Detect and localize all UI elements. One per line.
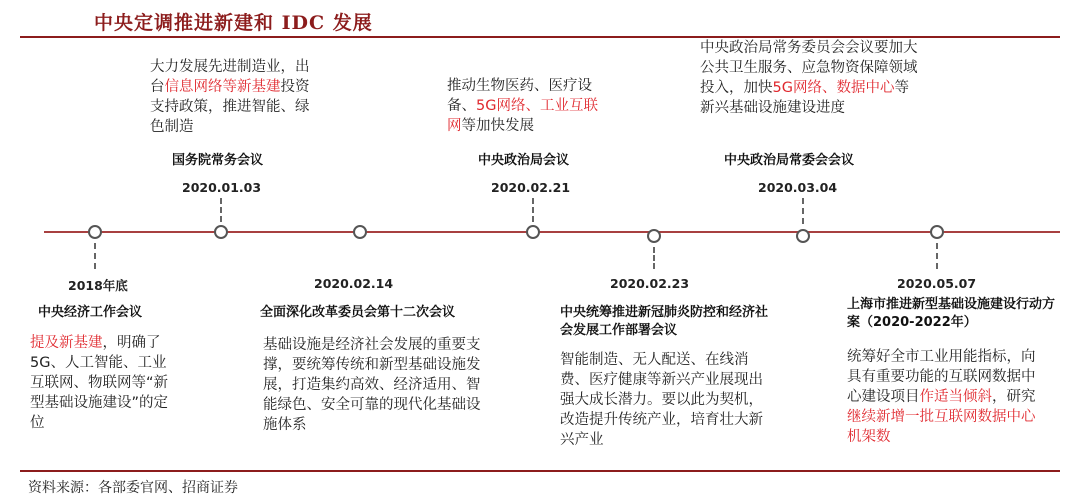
description-text: 基础设施是经济社会发展的重要支撑，要统筹传统和新型基础设施发展，打造集约高效、经济适用、智能绿色、安全可靠的现代化基础设施体系 [263, 337, 481, 433]
description-text: 中央政治局常务委员会会议要加大公共卫生服务、应急物资保障领域投入，加快 [700, 40, 918, 96]
event-date: 2020.02.14 [314, 276, 394, 291]
event-meeting: 中央统筹推进新冠肺炎防控和经济社会发展工作部署会议 [560, 305, 769, 338]
description-text: 等加快发展 [461, 118, 534, 134]
event-description [30, 333, 170, 433]
timeline-node [930, 225, 944, 239]
event-description [447, 76, 605, 136]
event-description [560, 350, 765, 450]
connector-line [220, 198, 222, 222]
timeline-node [88, 225, 102, 239]
highlighted-text: 作适当倾斜 [919, 389, 992, 405]
event-date: 2020.05.07 [897, 276, 977, 291]
timeline-node [353, 225, 367, 239]
event-description [150, 57, 320, 137]
highlighted-text: 提及新基建 [30, 335, 103, 351]
timeline-axis [44, 231, 1060, 233]
event-date: 2020.03.04 [758, 180, 838, 195]
connector-line [532, 198, 534, 222]
highlighted-text: 继续新增一批互联网数据中心机架数 [847, 409, 1036, 445]
description-text: ，明确了5G、人工智能、工业互联网、物联网等“新型基础设施建设”的定位 [30, 335, 169, 431]
bottom-divider [20, 470, 1060, 472]
event-date: 2020.01.03 [182, 180, 262, 195]
description-text: 投资支持政策，推进智能、绿色制造 [150, 79, 310, 135]
event-description [700, 38, 920, 118]
event-meeting: 上海市推进新型基础设施建设行动方案（2020-2022年） [847, 297, 1056, 330]
highlighted-text: 信息网络等新基建 [164, 79, 281, 95]
description-text: ，研究 [992, 389, 1036, 405]
page-title: 中央定调推进新建和 IDC 发展 [94, 12, 373, 34]
highlighted-text: 5G网络、数据中心 [772, 80, 895, 96]
highlighted-text: 5G网络、工业互联网 [447, 98, 598, 134]
event-meeting: 中央政治局常委会会议 [724, 153, 855, 168]
event-meeting: 国务院常务会议 [172, 153, 264, 168]
event-meeting: 中央经济工作会议 [38, 305, 143, 320]
description-text: 推动生物医药、医疗设备、 [447, 78, 592, 114]
connector-line [936, 243, 938, 269]
event-date: 2020.02.21 [491, 180, 571, 195]
event-meeting: 中央政治局会议 [478, 153, 570, 168]
connector-line [94, 243, 96, 269]
timeline-node [796, 229, 810, 243]
description-text: 智能制造、无人配送、在线消费、医疗健康等新兴产业展现出强大成长潜力。要以此为契机，改造提升传统产业，培育壮大新兴产业 [560, 352, 763, 448]
description-text: 统筹好全市工业用能指标，向具有重要功能的互联网数据中心建设项目 [847, 349, 1036, 405]
timeline-node [647, 229, 661, 243]
connector-line [802, 198, 804, 224]
event-description [847, 347, 1047, 447]
connector-line [653, 247, 655, 269]
timeline-node [214, 225, 228, 239]
source-note: 资料来源：各部委官网、招商证券 [28, 480, 238, 496]
event-description [263, 335, 483, 435]
description-text: 等新兴基础设施建设进度 [700, 80, 909, 116]
description-text: 大力发展先进制造业，出台 [150, 59, 310, 95]
event-date: 2020.02.23 [610, 276, 690, 291]
event-meeting: 全面深化改革委员会第十二次会议 [260, 305, 456, 320]
timeline-node [526, 225, 540, 239]
event-date: 2018年底 [68, 278, 128, 293]
